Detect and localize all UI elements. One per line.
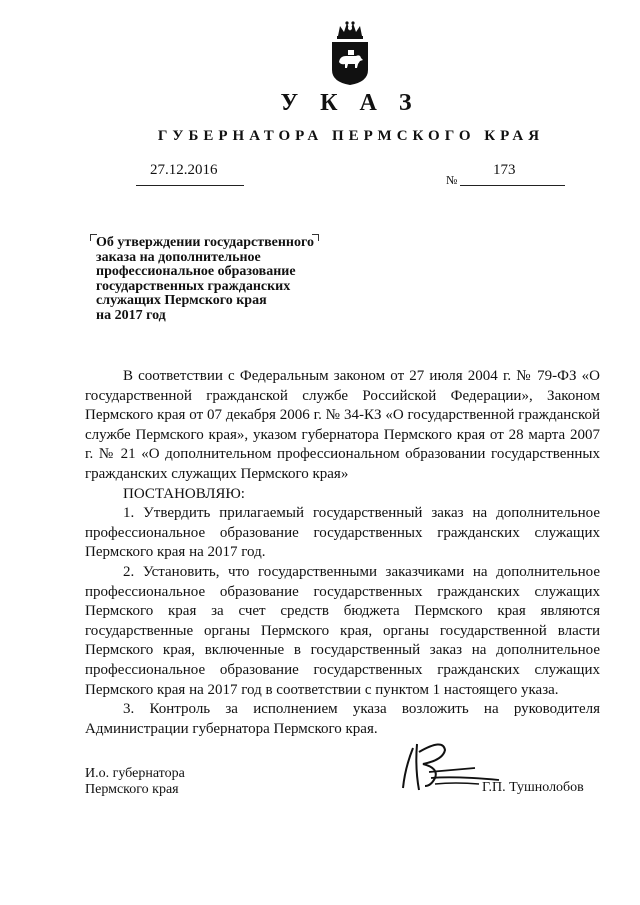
subject-line: государственных гражданских [96, 278, 291, 294]
item-1-paragraph: 1. Утвердить прилагаемый государственный заказ на дополнительное профессиональное образование государственных гражданских служащих Пермского края на 2017 год. [85, 505, 600, 561]
subject-line: служащих Пермского края [96, 293, 267, 308]
item-3-paragraph: 3. Контроль за исполнением указа возложить на руководителя Администрации губернатора Пермского края. [85, 701, 600, 737]
document-date: 27.12.2016 [150, 162, 218, 178]
decree-body [85, 367, 600, 739]
document-subject [96, 236, 356, 323]
decree-word: ПОСТАНОВЛЯЮ: [123, 485, 245, 502]
document-number: 173 [493, 162, 516, 178]
signatory-role-line: Пермского края [85, 782, 179, 797]
signatory-name: Г.П. Тушнолобов [482, 780, 584, 795]
document-type-title: У К А З [280, 90, 420, 116]
number-underline [460, 185, 565, 186]
coat-of-arms-icon [330, 20, 370, 86]
number-sign: № [446, 173, 458, 187]
subject-line: на 2017 год [96, 307, 166, 323]
date-underline [136, 185, 244, 186]
issuer-title: ГУБЕРНАТОРА ПЕРМСКОГО КРАЯ [157, 128, 545, 144]
item-2-paragraph: 2. Установить, что государственными заказчиками на дополнительное профессиональное образование государственных гражданских служащих Пермского края за счет средств бюджета Пермского края являются государственные органы Пермского края, органы государственной власти Пермского края, включенные в государственный заказ на дополнительное профессиональное образование государственных гражданских служащих Пермского края на 2017 год в соответствии с пунктом 1 настоящего указа. [85, 563, 600, 698]
preamble-paragraph: В соответствии с Федеральным законом от 27 июля 2004 г. № 79-ФЗ «О государственной гражданской службе Российской Федерации», Законом Пермского края от 07 декабря 2006 г. № 34-КЗ «О государственной гражданской службе Пермского края», указом губернатора Пермского края от 28 марта 2007 г. № 21 «О дополнительном профессиональном образовании государственных гражданских служащих Пермского края» [85, 368, 600, 482]
subject-line: заказа на дополнительное [96, 249, 261, 265]
signatory-role-line: И.о. губернатора [85, 766, 185, 781]
subject-line: профессиональное образование [96, 264, 296, 279]
subject-line: Об утверждении государственного [96, 235, 315, 250]
signatory-role [85, 766, 185, 798]
